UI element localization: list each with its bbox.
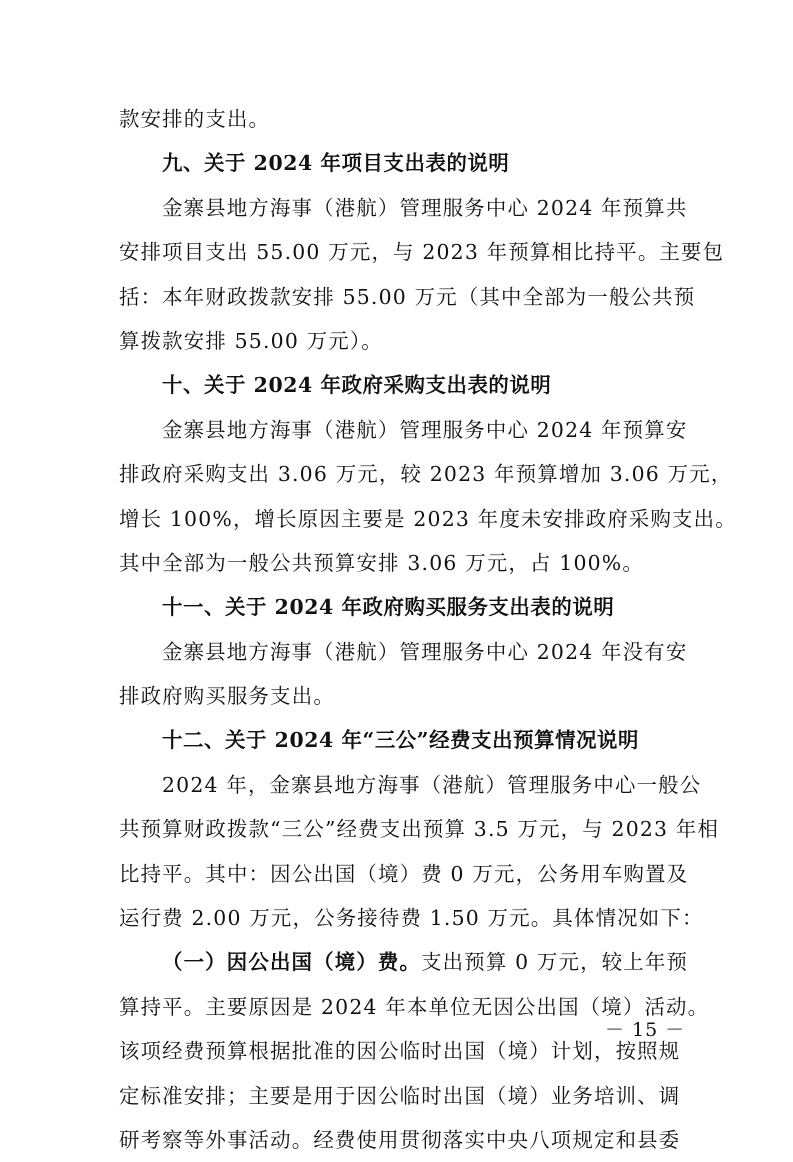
text-line: 共预算财政拨款“三公”经费支出预算 3.5 万元，与 2023 年相 xyxy=(119,817,720,842)
subsection-title: （一）因公出国（境）费。 xyxy=(162,950,422,975)
text-line: 比持平。其中：因公出国（境）费 0 万元，公务用车购置及 xyxy=(119,861,689,886)
text-line: 算拨款安排 55.00 万元）。 xyxy=(119,328,383,353)
text-line: 排政府购买服务支出。 xyxy=(119,684,335,709)
text-line: 括：本年财政拨款安排 55.00 万元（其中全部为一般公共预 xyxy=(119,284,696,309)
section-heading-12: 十二、关于 2024 年“三公”经费支出预算情况说明 xyxy=(162,728,640,753)
page-number: － 15 － xyxy=(605,1019,686,1041)
text-line: 增长 100%，增长原因主要是 2023 年度未安排政府采购支出。 xyxy=(119,506,737,531)
section-heading-11: 十一、关于 2024 年政府购买服务支出表的说明 xyxy=(162,595,615,620)
body-text xyxy=(119,97,737,1162)
text-line: 排政府采购支出 3.06 万元，较 2023 年预算增加 3.06 万元， xyxy=(119,462,733,487)
section-heading-10: 十、关于 2024 年政府采购支出表的说明 xyxy=(162,373,552,398)
text-line: 金寨县地方海事（港航）管理服务中心 2024 年预算共 xyxy=(162,195,688,220)
subsection-text: 支出预算 0 万元，较上年预 xyxy=(421,950,689,975)
text-line: 款安排的支出。 xyxy=(119,107,271,131)
text-line: 定标准安排；主要是用于因公临时出国（境）业务培训、调 xyxy=(119,1083,681,1108)
text-line: 金寨县地方海事（港航）管理服务中心 2024 年预算安 xyxy=(162,417,688,442)
text-line: 其中全部为一般公共预算安排 3.06 万元，占 100%。 xyxy=(119,550,644,575)
section-heading-9: 九、关于 2024 年项目支出表的说明 xyxy=(162,151,510,176)
text-line: 2024 年，金寨县地方海事（港航）管理服务中心一般公 xyxy=(162,772,702,797)
text-line: 该项经费预算根据批准的因公临时出国（境）计划，按照规 xyxy=(119,1039,681,1064)
text-line: 金寨县地方海事（港航）管理服务中心 2024 年没有安 xyxy=(162,639,688,664)
text-line: 算持平。主要原因是 2024 年本单位无因公出国（境）活动。 xyxy=(119,994,710,1019)
text-line: 研考察等外事活动。经费使用贯彻落实中央八项规定和县委 xyxy=(119,1127,681,1152)
text-line: 运行费 2.00 万元，公务接待费 1.50 万元。具体情况如下： xyxy=(119,906,704,931)
text-line: 安排项目支出 55.00 万元，与 2023 年预算相比持平。主要包 xyxy=(119,240,725,265)
subsection-line xyxy=(119,940,689,984)
